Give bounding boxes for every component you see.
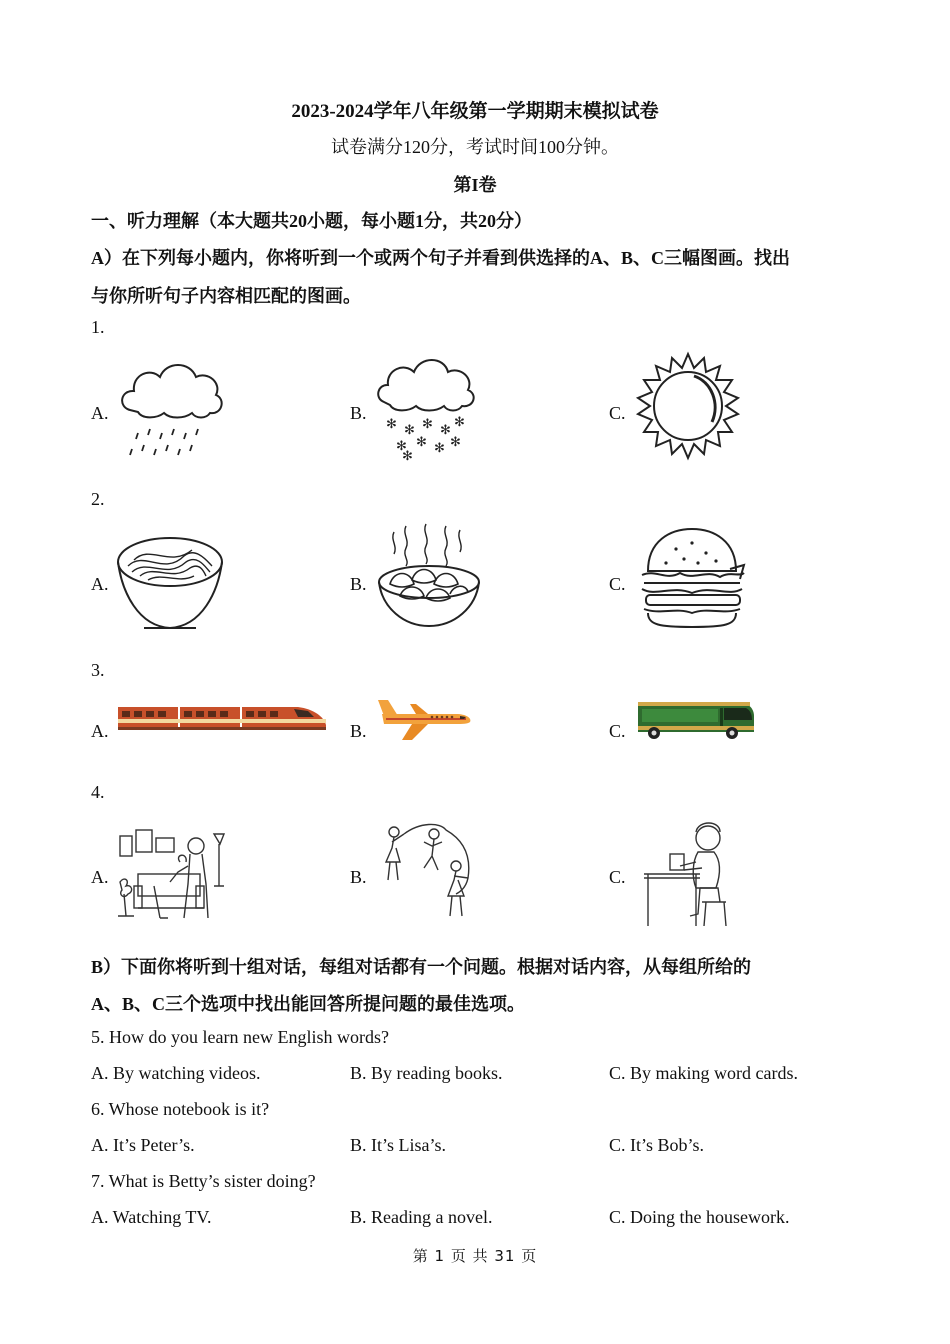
- answer-option: C. By making word cards.: [609, 1063, 798, 1083]
- option-label: C.: [609, 574, 626, 594]
- question-text: 5. How do you learn new English words?: [91, 1027, 389, 1047]
- sun-icon: [632, 350, 744, 462]
- answer-option: A. Watching TV.: [91, 1207, 212, 1227]
- exam-info: 试卷满分120分，考试时间100分钟。: [331, 137, 619, 157]
- question-number: 1.: [91, 317, 105, 337]
- question-number: 2.: [91, 489, 105, 509]
- snow-cloud-icon: [374, 352, 479, 462]
- question-text: 6. Whose notebook is it?: [91, 1099, 270, 1119]
- option-label: A.: [91, 574, 109, 594]
- option-label: B.: [350, 574, 367, 594]
- train-icon: [118, 703, 326, 731]
- part-b-instructions-line1: B）下面你将听到十组对话，每组对话都有一个问题。根据对话内容，从每组所给的: [91, 957, 752, 977]
- part-a-instructions-line2: 与你所听句子内容相匹配的图画。: [91, 286, 361, 306]
- answer-option: A. It’s Peter’s.: [91, 1135, 195, 1155]
- svg-text:✻: ✻: [404, 423, 415, 438]
- housework-icon: [114, 826, 230, 924]
- page-footer: 第 1 页 共 31 页: [412, 1247, 538, 1265]
- option-label: C.: [609, 867, 626, 887]
- option-label: B.: [350, 403, 367, 423]
- svg-text:✻: ✻: [450, 435, 461, 450]
- svg-text:✻: ✻: [402, 449, 413, 462]
- option-label: A.: [91, 403, 109, 423]
- reading-desk-icon: [640, 818, 732, 928]
- svg-text:✻: ✻: [434, 441, 445, 456]
- answer-option: B. Reading a novel.: [350, 1207, 493, 1227]
- svg-text:✻: ✻: [454, 415, 465, 430]
- option-label: B.: [350, 867, 367, 887]
- svg-text:✻: ✻: [422, 417, 433, 432]
- volume-title: 第I卷: [453, 175, 497, 195]
- question-number: 3.: [91, 660, 105, 680]
- answer-option: C. It’s Bob’s.: [609, 1135, 705, 1155]
- part-a-instructions-line1: A）在下列每小题内，你将听到一个或两个句子并看到供选择的A、B、C三幅图画。找出: [91, 248, 790, 268]
- hamburger-icon: [636, 525, 746, 629]
- section-heading: 一、听力理解（本大题共20小题，每小题1分，共20分）: [91, 211, 532, 231]
- noodle-bowl-icon: [114, 532, 226, 632]
- svg-text:✻: ✻: [440, 423, 451, 438]
- question-text: 7. What is Betty’s sister doing?: [91, 1171, 316, 1191]
- airplane-icon: [376, 696, 472, 740]
- rain-cloud-icon: [118, 355, 228, 460]
- svg-text:✻: ✻: [416, 435, 427, 450]
- option-label: B.: [350, 721, 367, 741]
- dumpling-bowl-icon: [376, 522, 482, 632]
- svg-text:✻: ✻: [396, 439, 407, 454]
- answer-option: A. By watching videos.: [91, 1063, 261, 1083]
- svg-text:✻: ✻: [386, 417, 397, 432]
- page-title: 2023-2024学年八年级第一学期期末模拟试卷: [291, 101, 659, 122]
- answer-option: B. It’s Lisa’s.: [350, 1135, 447, 1155]
- answer-option: B. By reading books.: [350, 1063, 503, 1083]
- jump-rope-icon: [380, 822, 476, 922]
- option-label: C.: [609, 403, 626, 423]
- part-b-instructions-line2: A、B、C三个选项中找出能回答所提问题的最佳选项。: [91, 994, 526, 1014]
- option-label: C.: [609, 721, 626, 741]
- answer-option: C. Doing the housework.: [609, 1207, 790, 1227]
- question-number: 4.: [91, 782, 105, 802]
- option-label: A.: [91, 721, 109, 741]
- option-label: A.: [91, 867, 109, 887]
- bus-icon: [636, 700, 756, 740]
